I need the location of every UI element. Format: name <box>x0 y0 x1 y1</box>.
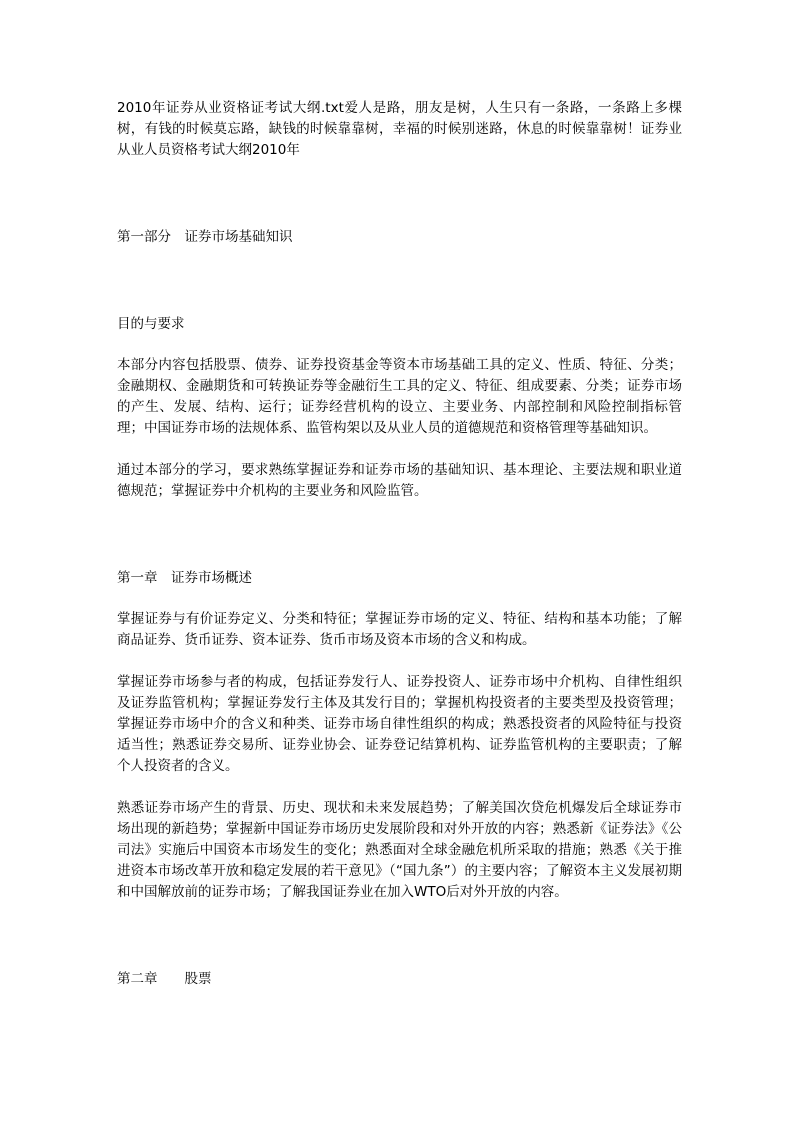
spacer <box>117 589 682 609</box>
objectives-paragraph-2: 通过本部分的学习，要求熟练掌握证券和证券市场的基础知识、基本理论、主要法规和职业道德规范；掌握证券中介机构的主要业务和风险监管。 <box>117 462 682 499</box>
chapter-1-paragraph-1: 掌握证券与有价证券定义、分类和特征；掌握证券市场的定义、特征、结构和基本功能；了解商品证券、货币证券、资本证券、货币市场及资本市场的含义和构成。 <box>117 611 682 648</box>
spacer <box>117 502 682 568</box>
document-page <box>117 98 682 990</box>
spacer <box>117 439 682 460</box>
chapter-1-paragraph-3: 熟悉证券市场产生的背景、历史、现状和未来发展趋势；了解美国次贷危机爆发后全球证券市场出现的新趋势；掌握新中国证券市场历史发展阶段和对外开放的内容；熟悉新《证券法》《公司法》实施后中国资本市场发生的变化；熟悉面对全球金融危机所采取的措施；熟悉《关于推进资本市场改革开放和稳定发展的若干意见》（“国九条”）的主要内容；了解资本主义发展初期和中国解放前的证券市场；了解我国证券业在加入WTO后对外开放的内容。 <box>117 800 682 900</box>
part-title: 第一部分 证券市场基础知识 <box>117 229 293 245</box>
spacer <box>117 335 682 355</box>
objectives-title: 目的与要求 <box>117 316 185 332</box>
spacer <box>117 903 682 969</box>
spacer <box>117 777 682 798</box>
objectives-paragraph-1: 本部分内容包括股票、债券、证券投资基金等资本市场基础工具的定义、性质、特征、分类；金融期权、金融期货和可转换证券等金融衍生工具的定义、特征、组成要素、分类；证券市场的产生、发展、结构、运行；证券经营机构的设立、主要业务、内部控制和风险控制指标管理；中国证券市场的法规体系、监管构架以及从业人员的道德规范和资格管理等基础知识。 <box>117 357 682 436</box>
chapter-1-title: 第一章 证券市场概述 <box>117 570 252 586</box>
chapter-2-title: 第二章 股票 <box>117 971 212 987</box>
spacer <box>117 161 682 227</box>
intro-paragraph: 2010年证券从业资格证考试大纲.txt爱人是路，朋友是树，人生只有一条路，一条路上多棵树，有钱的时候莫忘路，缺钱的时候靠靠树，幸福的时候别迷路，休息的时候靠靠树！证券业从业人员资格考试大纲2010年 <box>117 100 682 158</box>
spacer <box>117 248 682 314</box>
chapter-1-paragraph-2: 掌握证券市场参与者的构成，包括证券发行人、证券投资人、证券市场中介机构、自律性组织及证券监管机构；掌握证券发行主体及其发行目的；掌握机构投资者的主要类型及投资管理；掌握证券市场中介的含义和种类、证券市场自律性组织的构成；熟悉投资者的风险特征与投资适当性；熟悉证券交易所、证券业协会、证券登记结算机构、证券监管机构的主要职责；了解个人投资者的含义。 <box>117 674 682 774</box>
spacer <box>117 651 682 672</box>
